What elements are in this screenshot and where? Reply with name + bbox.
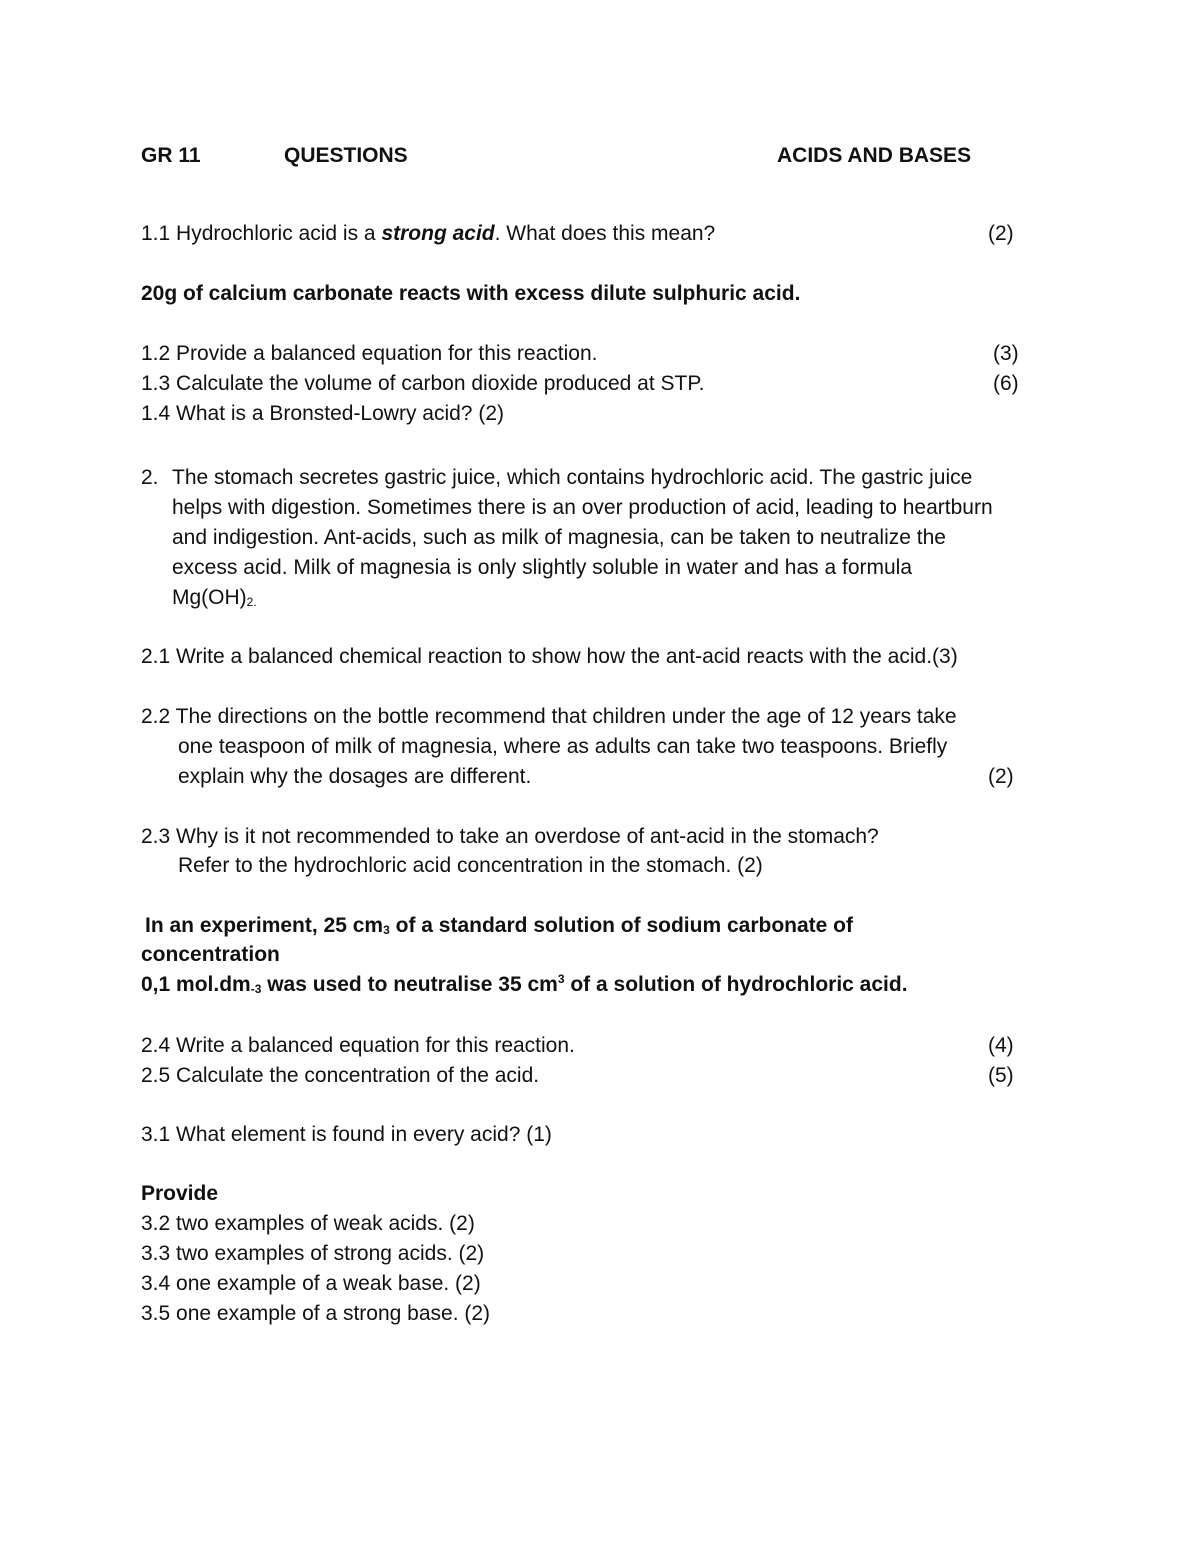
scenario-subscript: 3	[383, 923, 390, 937]
provide-item: 3.5 one example of a strong base. (2)	[141, 1302, 491, 1325]
question-2-2-line: explain why the dosages are different.	[178, 765, 532, 788]
provide-item: 3.2 two examples of weak acids. (2)	[141, 1212, 475, 1235]
scenario-text: 0,1 mol.dm	[141, 973, 251, 996]
scenario-text: of a solution of hydrochloric acid.	[564, 973, 908, 996]
question-2-line: and indigestion. Ant-acids, such as milk of magnesia, can be taken to neutralize the	[172, 526, 946, 549]
question-2-1: 2.1 Write a balanced chemical reaction to show how the ant-acid reacts with the acid.(3)	[141, 645, 958, 668]
question-1-3: 1.3 Calculate the volume of carbon dioxide produced at STP.	[141, 372, 705, 395]
question-2-line: excess acid. Milk of magnesia is only slightly soluble in water and has a formula	[172, 556, 913, 579]
header-type: QUESTIONS	[284, 144, 408, 167]
scenario-titration-line: concentration	[141, 943, 280, 966]
question-3-1: 3.1 What element is found in every acid? (1)	[141, 1123, 552, 1146]
scenario-superscript: 3	[557, 972, 565, 986]
question-1-2-marks: (3)	[993, 342, 1019, 365]
scenario-text: was used to neutralise 35 cm	[261, 973, 558, 996]
scenario-titration-line	[145, 915, 853, 936]
question-2-5: 2.5 Calculate the concentration of the acid.	[141, 1064, 540, 1087]
question-1-1-emphasis: strong acid	[381, 222, 495, 245]
question-1-4: 1.4 What is a Bronsted-Lowry acid? (2)	[141, 402, 504, 425]
question-2-4: 2.4 Write a balanced equation for this reaction.	[141, 1034, 575, 1057]
question-2-line: The stomach secretes gastric juice, which contains hydrochloric acid. The gastric juice	[172, 466, 973, 489]
scenario-subscript: -3	[250, 982, 262, 996]
scenario-calcium-carbonate: 20g of calcium carbonate reacts with excess dilute sulphuric acid.	[141, 282, 801, 305]
question-2-number: 2.	[141, 466, 159, 489]
formula-subscript: 2.	[246, 595, 257, 609]
question-1-1-pre: 1.1 Hydrochloric acid is a	[141, 222, 382, 245]
question-1-3-marks: (6)	[993, 372, 1019, 395]
question-2-2-line: 2.2 The directions on the bottle recommend that children under the age of 12 years take	[141, 705, 957, 728]
scenario-text: In an experiment, 25 cm	[145, 914, 384, 937]
question-2-line: helps with digestion. Sometimes there is an over production of acid, leading to heartburn	[172, 496, 993, 519]
question-2-formula	[172, 587, 257, 608]
question-1-1	[141, 223, 715, 244]
header-grade: GR 11	[141, 144, 201, 167]
formula-main: Mg(OH)	[172, 586, 247, 609]
question-1-1-marks: (2)	[988, 222, 1014, 245]
header-topic: ACIDS AND BASES	[777, 144, 972, 167]
scenario-text: of a standard solution of sodium carbonate of	[389, 914, 853, 937]
provide-item: 3.4 one example of a weak base. (2)	[141, 1272, 481, 1295]
provide-item: 3.3 two examples of strong acids. (2)	[141, 1242, 485, 1265]
provide-heading: Provide	[141, 1182, 219, 1205]
question-2-4-marks: (4)	[988, 1034, 1014, 1057]
question-2-3-line: 2.3 Why is it not recommended to take an overdose of ant-acid in the stomach?	[141, 825, 879, 848]
question-1-1-post: . What does this mean?	[494, 222, 716, 245]
question-2-3-line: Refer to the hydrochloric acid concentration in the stomach. (2)	[178, 854, 763, 877]
scenario-titration-line	[141, 974, 908, 995]
question-1-2: 1.2 Provide a balanced equation for this reaction.	[141, 342, 598, 365]
question-2-2-line: one teaspoon of milk of magnesia, where as adults can take two teaspoons. Briefly	[178, 735, 948, 758]
question-2-5-marks: (5)	[988, 1064, 1014, 1087]
question-2-2-marks: (2)	[988, 765, 1014, 788]
